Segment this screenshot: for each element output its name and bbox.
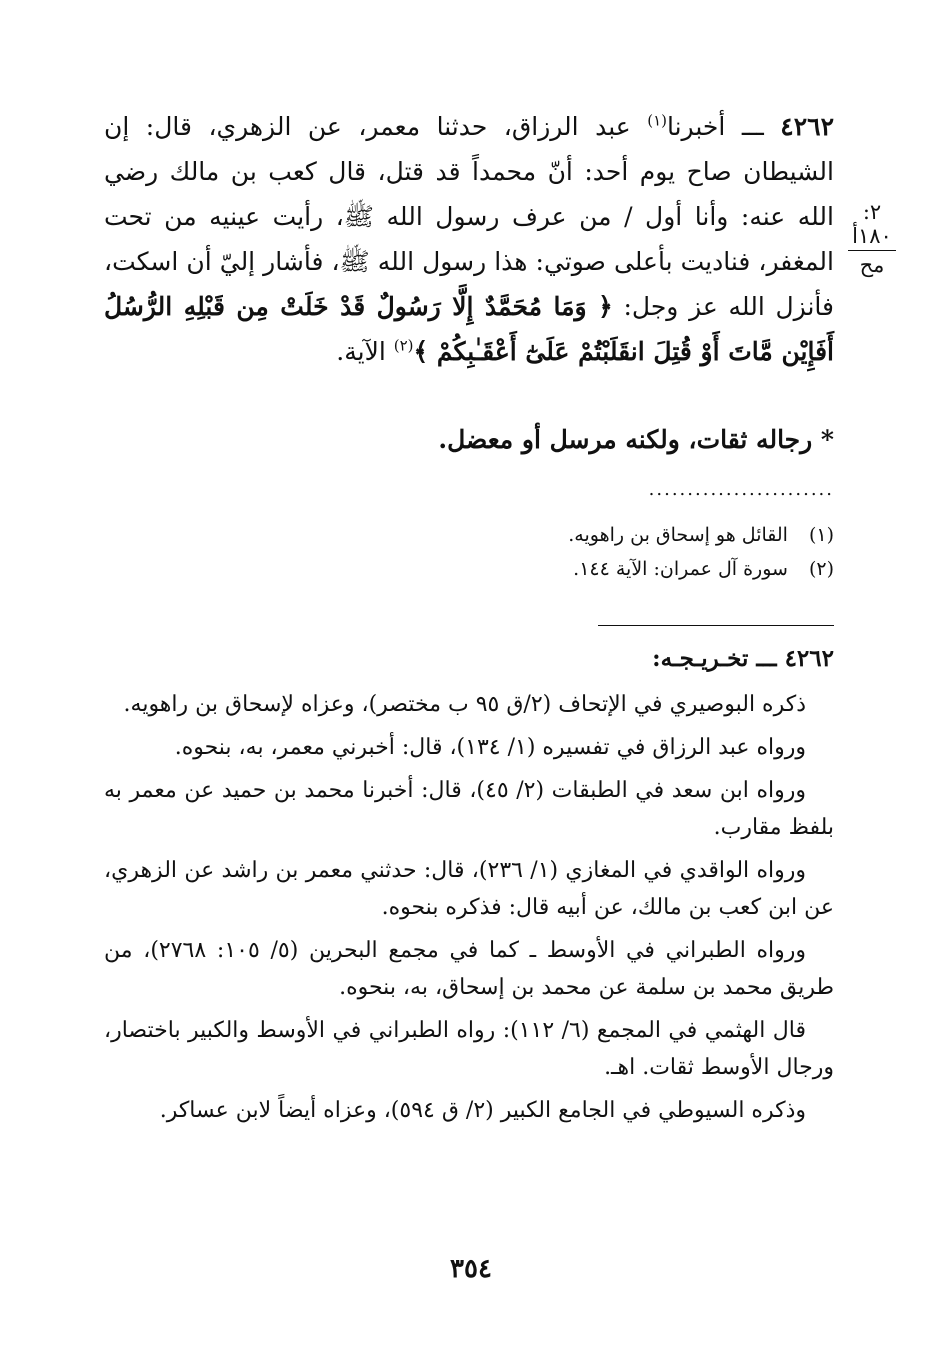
quran-verse: ﴿ وَمَا مُحَمَّدٌ إِلَّا رَسُولٌ قَدْ خَلَتْ مِن قَبْلِهِ الرُّسُلُ أَفَإِيْن مَّاتَ أَوْ قُتِلَ انقَلَبْتُمْ عَلَىٰٓ أَعْقَـٰبِكُمْ ﴾ xyxy=(104,292,834,366)
hadith-text xyxy=(104,104,834,374)
footnote-text: سورة آل عمران: الآية ١٤٤. xyxy=(573,558,788,580)
footnote-1 xyxy=(300,518,834,552)
takhrij-paragraph: ذكره البوصيري في الإتحاف (٢/ق ٩٥ ب مختصر)، وعزاه لإسحاق بن راهويه. xyxy=(123,692,806,717)
page-number: ٣٥٤ xyxy=(450,1254,492,1284)
footnotes xyxy=(300,518,834,586)
takhrij-paragraph: قال الهثمي في المجمع (٦/ ١١٢): رواه الطبراني في الأوسط والكبير باختصار، ورجال الأوسط ثقات. اهـ. xyxy=(104,1018,834,1080)
hadith-opening: أخبرنا xyxy=(666,112,726,141)
takhrij-heading: ٤٢٦٢ ـــ تخـريـجـه: xyxy=(652,645,834,672)
hadith-body: عبد الرزاق، حدثنا معمر، عن الزهري، قال: إن الشيطان صاح يوم أحد: أنّ محمداً قد قتل، قال كعب بن مالك رضي الله عنه: وأنا أول / من عرف رسول الله ﷺ، رأيت عينيه من تحت المغفر، فناديت بأعلى صوتي: هذا رسول الله ﷺ، فأشار إليّ أن اسكت، فأنزل الله عز وجل: xyxy=(104,112,834,321)
takhrij-section xyxy=(104,686,834,1135)
hadith-number: ٤٢٦٢ xyxy=(780,112,835,141)
footnote-separator: ........................ xyxy=(648,480,834,500)
margin-note-folio: ٢: ١٨٠أ xyxy=(848,200,896,251)
footnote-label: (١) xyxy=(808,524,834,546)
takhrij-paragraph: وذكره السيوطي في الجامع الكبير (٢/ ق ٥٩٤)، وعزاه أيضاً لابن عساكر. xyxy=(159,1098,806,1123)
takhrij-paragraph: ورواه عبد الرزاق في تفسيره (١/ ١٣٤)، قال: أخبرني معمر، به، بنحوه. xyxy=(174,735,806,760)
footnote-ref-2: (٢) xyxy=(393,336,414,355)
takhrij-paragraph: ورواه الطبراني في الأوسط ـ كما في مجمع البحرين (٥/ ١٠٥: ٢٧٦٨)، من طريق محمد بن سلمة عن محمد بن إسحاق، به، بنحوه. xyxy=(104,938,834,1000)
section-divider xyxy=(598,625,834,626)
footnote-text: القائل هو إسحاق بن راهويه. xyxy=(568,524,788,546)
hadith-dash: ـــ xyxy=(741,112,764,141)
hadith-ending: الآية. xyxy=(336,337,386,366)
footnote-2 xyxy=(300,552,834,586)
footnote-ref-1: (١) xyxy=(647,111,667,130)
footnote-label: (٢) xyxy=(808,558,834,580)
margin-note-abbrev: مح xyxy=(859,253,885,277)
takhrij-paragraph: ورواه الواقدي في المغازي (١/ ٢٣٦)، قال: حدثني معمر بن راشد عن الزهري، عن ابن كعب بن مالك، عن أبيه قال: فذكره بنحوه. xyxy=(104,858,834,920)
takhrij-paragraph: ورواه ابن سعد في الطبقات (٢/ ٤٥)، قال: أخبرنا محمد بن حميد عن معمر به بلفظ مقارب. xyxy=(104,778,834,840)
hadith-judgement: * رجاله ثقات، ولكنه مرسل أو معضل. xyxy=(438,425,834,454)
margin-manuscript-note xyxy=(848,200,896,277)
